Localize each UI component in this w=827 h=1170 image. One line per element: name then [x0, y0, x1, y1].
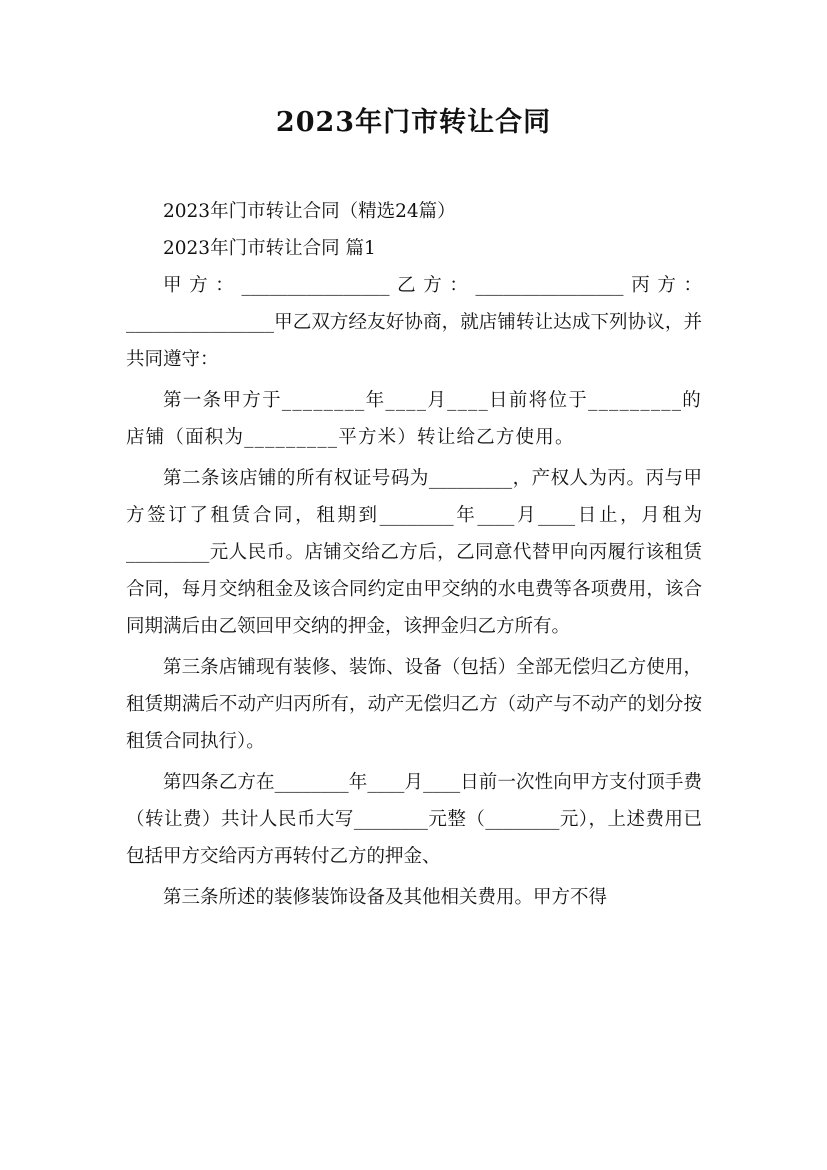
- paragraph-section-heading: 2023年门市转让合同 篇1: [163, 238, 376, 259]
- document-title: 2023年门市转让合同: [275, 107, 552, 138]
- paragraph-article-1: 第一条甲方于________年____月____日前将位于_________的店铺（面积为_________平方米）转让给乙方使用。: [126, 390, 702, 448]
- paragraph-article-3: 第三条店铺现有装修、装饰、设备（包括）全部无偿归乙方使用，租赁期满后不动产归丙所有，动产无偿归乙方（动产与不动产的划分按租赁合同执行）。: [126, 657, 702, 752]
- document-body: [126, 193, 702, 916]
- paragraph-article-2: 第二条该店铺的所有权证号码为_________，产权人为丙。丙与甲方签订了租赁合同，租期到________年____月____日止，月租为_________元人民币。店铺交给乙方后，乙同意代替甲向丙履行该租赁合同，每月交纳租金及该合同约定由甲交纳的水电费等各项费用，该合同期满后由乙领回甲交纳的押金，该押金归乙方所有。: [126, 468, 702, 637]
- paragraph-continuation: 第三条所述的装修装饰设备及其他相关费用。甲方不得: [163, 887, 608, 908]
- paragraph-article-4: 第四条乙方在________年____月____日前一次性向甲方支付顶手费（转让费）共计人民币大写________元整（________元），上述费用已包括甲方交给丙方再转付乙方的押金、: [126, 772, 702, 867]
- paragraph-subtitle: 2023年门市转让合同（精选24篇）: [163, 201, 456, 222]
- paragraph-parties: 甲方：________________乙方：________________丙方：________________甲乙双方经友好协商，就店铺转让达成下列协议，并共同遵守：: [126, 275, 702, 370]
